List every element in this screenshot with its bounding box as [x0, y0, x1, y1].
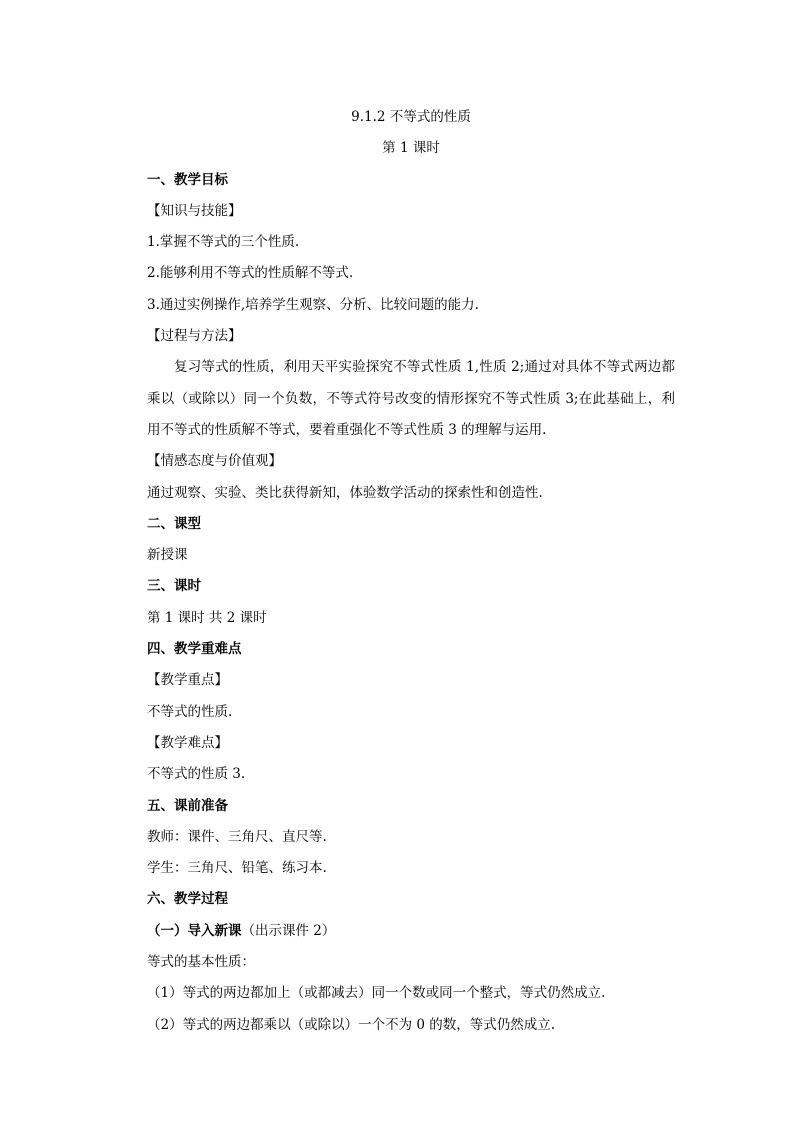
section-heading-objectives: 一、教学目标: [147, 171, 228, 188]
subheading-process-method: 【过程与方法】: [147, 328, 242, 345]
section-heading-key-difficult: 四、教学重难点: [147, 641, 242, 658]
lesson-type-text: 新授课: [147, 547, 188, 564]
section-heading-teaching-process: 六、教学过程: [147, 891, 228, 908]
process-method-paragraph: 复习等式的性质，利用天平实验探究不等式性质 1,性质 2;通过对具体不等式两边都乘以（或除以）同一个负数，不等式符号改变的情形探究不等式性质 3;在此基础上，利用不等式的性质解不等式，要着重强化不等式性质 3 的理解与运用.: [147, 359, 675, 438]
preparation-teacher: 教师：课件、三角尺、直尺等.: [147, 828, 327, 845]
section-heading-periods: 三、课时: [147, 578, 201, 595]
subheading-knowledge-skills: 【知识与技能】: [147, 202, 242, 219]
document-title: 9.1.2 不等式的性质: [351, 109, 471, 125]
objective-item-3: 3.通过实例操作,培养学生观察、分析、比较问题的能力.: [147, 296, 479, 313]
subheading-emotion-values: 【情感态度与价值观】: [147, 453, 282, 470]
periods-text: 第 1 课时 共 2 课时: [147, 609, 267, 626]
subheading-key-point: 【教学重点】: [147, 672, 228, 689]
difficult-point-text: 不等式的性质 3.: [147, 766, 246, 783]
equality-property-2: （2）等式的两边都乘以（或除以）一个不为 0 的数，等式仍然成立.: [147, 1016, 556, 1033]
equality-property-1: （1）等式的两边都加上（或都减去）同一个数或同一个整式，等式仍然成立.: [147, 985, 606, 1002]
document-subtitle: 第 1 课时: [382, 140, 440, 157]
subsection-intro: [147, 916, 675, 947]
subsection-intro-note: （出示课件 2）: [241, 922, 336, 939]
section-heading-lesson-type: 二、课型: [147, 515, 201, 532]
objective-item-2: 2.能够利用不等式的性质解不等式.: [147, 265, 354, 282]
preparation-student: 学生：三角尺、铅笔、练习本.: [147, 860, 327, 877]
document-body: [147, 102, 675, 1041]
objective-item-1: 1.掌握不等式的三个性质.: [147, 234, 300, 251]
subsection-intro-title: （一）导入新课: [147, 922, 242, 939]
section-heading-preparation: 五、课前准备: [147, 797, 228, 814]
emotion-values-text: 通过观察、实验、类比获得新知，体验数学活动的探索性和创造性.: [147, 484, 543, 501]
key-point-text: 不等式的性质.: [147, 703, 233, 720]
subheading-difficult-point: 【教学难点】: [147, 734, 228, 751]
basic-properties-label: 等式的基本性质：: [147, 954, 255, 971]
